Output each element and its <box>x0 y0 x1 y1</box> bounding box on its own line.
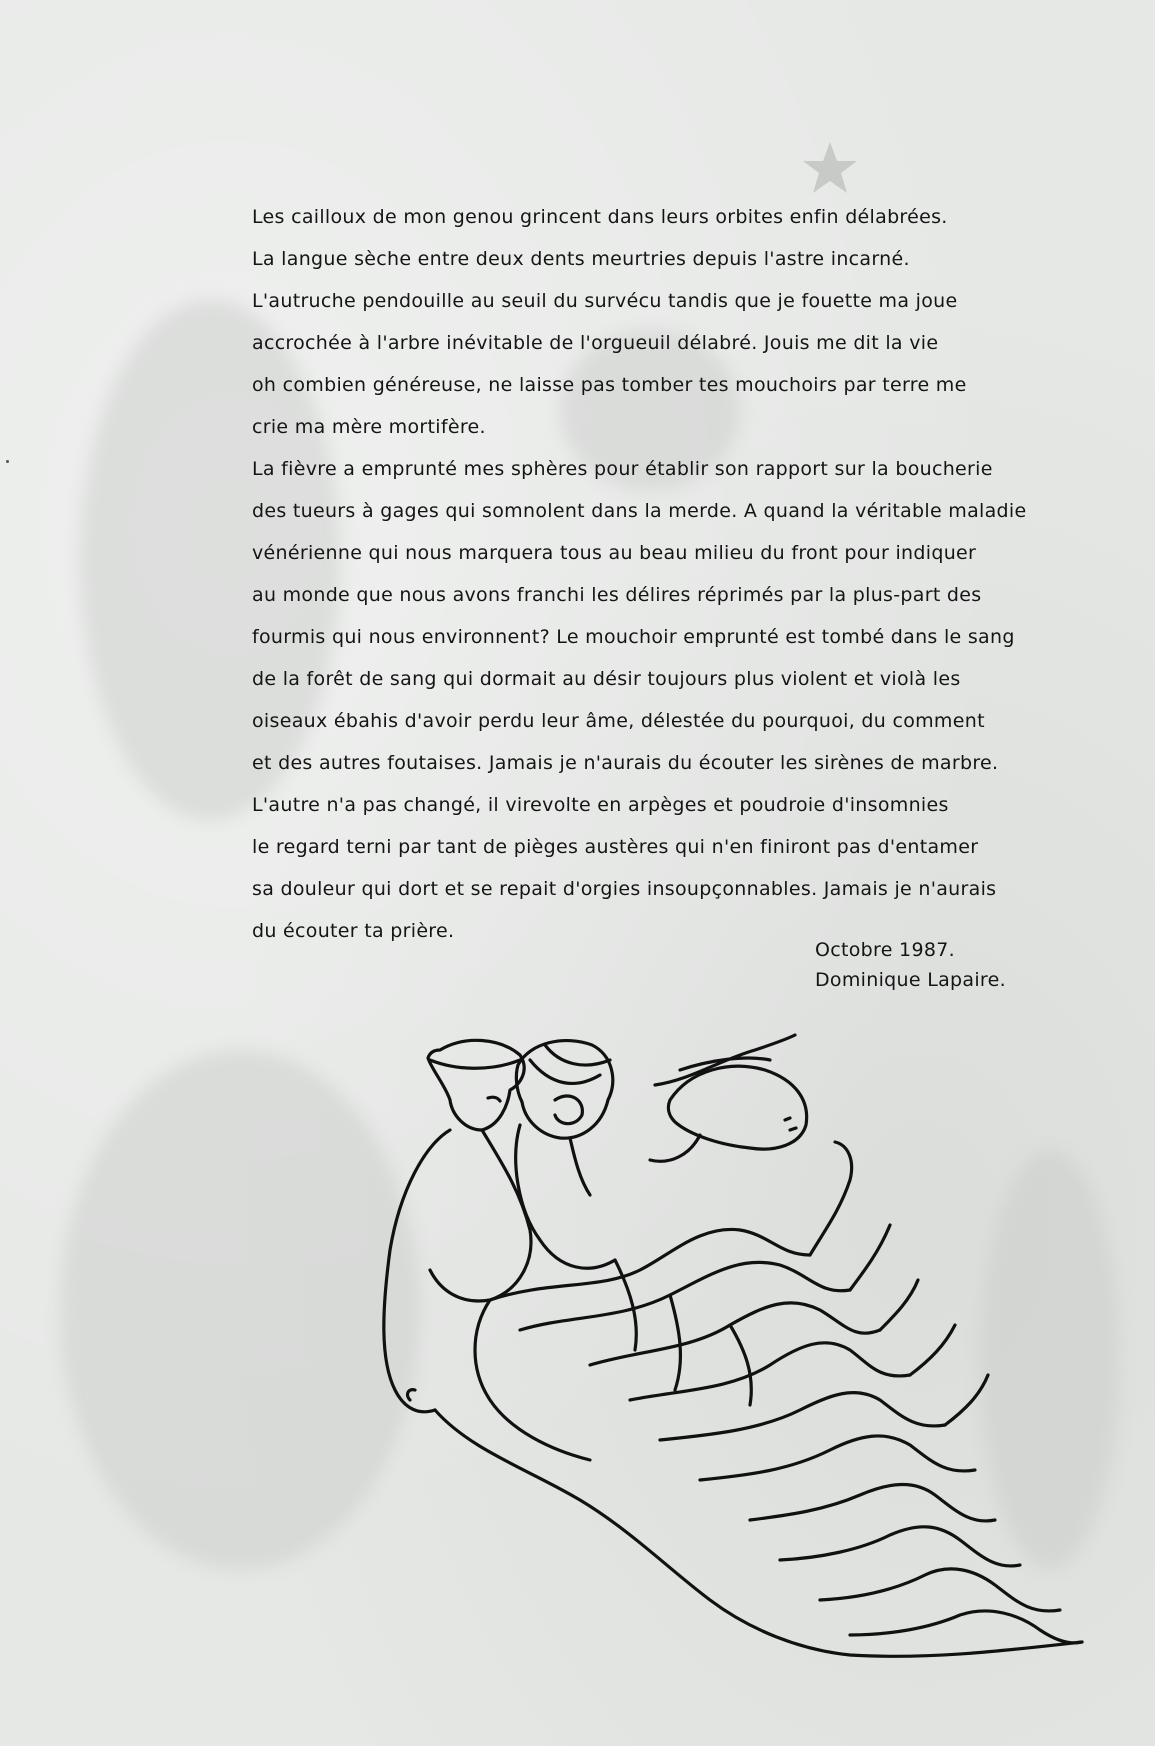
drapery-wave <box>520 1262 850 1330</box>
poem-line: des tueurs à gages qui somnolent dans la merde. A quand la véritable maladie <box>252 500 1027 522</box>
left-figure-eye <box>488 1097 500 1101</box>
poem-line: L'autre n'a pas changé, il virevolte en arpèges et poudroie d'insomnies <box>252 794 949 816</box>
signature-block <box>815 935 1006 995</box>
drapery-fold <box>850 1225 890 1290</box>
drapery-outline <box>475 1300 590 1460</box>
show-through-shading <box>60 1050 420 1570</box>
drapery-wave <box>700 1436 975 1480</box>
drapery-wave <box>750 1484 995 1520</box>
right-figure-eyes <box>785 1118 796 1130</box>
show-through-star-icon <box>800 138 860 198</box>
left-figure-hand <box>408 1390 415 1400</box>
poem-line: La fièvre a emprunté mes sphères pour établir son rapport sur la boucherie <box>252 458 993 480</box>
drapery-outline <box>435 1410 1082 1656</box>
drapery-fold <box>810 1142 852 1255</box>
ink-illustration <box>370 1030 1090 1670</box>
left-figure-cap-line <box>430 1060 520 1068</box>
left-figure-head <box>428 1040 524 1130</box>
poem-line: Les cailloux de mon genou grincent dans leurs orbites enfin délabrées. <box>252 206 948 228</box>
poem-line: de la forêt de sang qui dormait au désir toujours plus violent et violà les <box>252 668 961 690</box>
right-figure-head <box>668 1066 806 1149</box>
left-figure-body <box>384 1130 450 1412</box>
poem-line: fourmis qui nous environnent? Le mouchoir emprunté est tombé dans le sang <box>252 626 1015 648</box>
drapery-fold <box>670 1295 680 1390</box>
poem-line: et des autres foutaises. Jamais je n'aurais du écouter les sirènes de marbre. <box>252 752 999 774</box>
middle-figure-neck <box>570 1138 590 1195</box>
poem-line: oiseaux ébahis d'avoir perdu leur âme, délestée du pourquoi, du comment <box>252 710 985 732</box>
poem-line: vénérienne qui nous marquera tous au beau milieu du front pour indiquer <box>252 542 977 564</box>
right-figure-neck <box>650 1135 700 1161</box>
drapery-fold <box>880 1280 918 1330</box>
drapery-wave <box>850 1611 1082 1643</box>
poem-line: oh combien généreuse, ne laisse pas tomber tes mouchoirs par terre me <box>252 374 967 396</box>
poem-line: crie ma mère mortifère. <box>252 416 486 438</box>
poem-line: accrochée à l'arbre inévitable de l'orgueuil délabré. Jouis me dit la vie <box>252 332 939 354</box>
drapery-wave <box>630 1343 910 1400</box>
drapery-fold <box>945 1375 988 1425</box>
signature-author: Dominique Lapaire. <box>815 969 1006 991</box>
middle-figure-hair <box>530 1045 610 1083</box>
drapery-fold <box>910 1325 955 1375</box>
poem-line: L'autruche pendouille au seuil du survécu tandis que je fouette ma joue <box>252 290 958 312</box>
drapery-fold <box>730 1325 751 1405</box>
right-figure-hood <box>655 1035 795 1085</box>
poem-line: La langue sèche entre deux dents meurtries depuis l'astre incarné. <box>252 248 910 270</box>
margin-mark <box>6 460 9 463</box>
drapery-wave <box>490 1229 810 1300</box>
poem-line: au monde que nous avons franchi les délires réprimés par la plus-part des <box>252 584 982 606</box>
drapery-wave <box>660 1393 945 1440</box>
signature-date: Octobre 1987. <box>815 939 955 961</box>
drapery-wave <box>820 1569 1060 1611</box>
middle-figure-face <box>555 1096 582 1124</box>
drapery-wave <box>780 1527 1020 1566</box>
poem-line: du écouter ta prière. <box>252 920 455 942</box>
poem-line: sa douleur qui dort et se repait d'orgies insoupçonnables. Jamais je n'aurais <box>252 878 997 900</box>
poem-body <box>252 196 1092 952</box>
poem-line: le regard terni par tant de pièges austères qui n'en finiront pas d'entamer <box>252 836 979 858</box>
